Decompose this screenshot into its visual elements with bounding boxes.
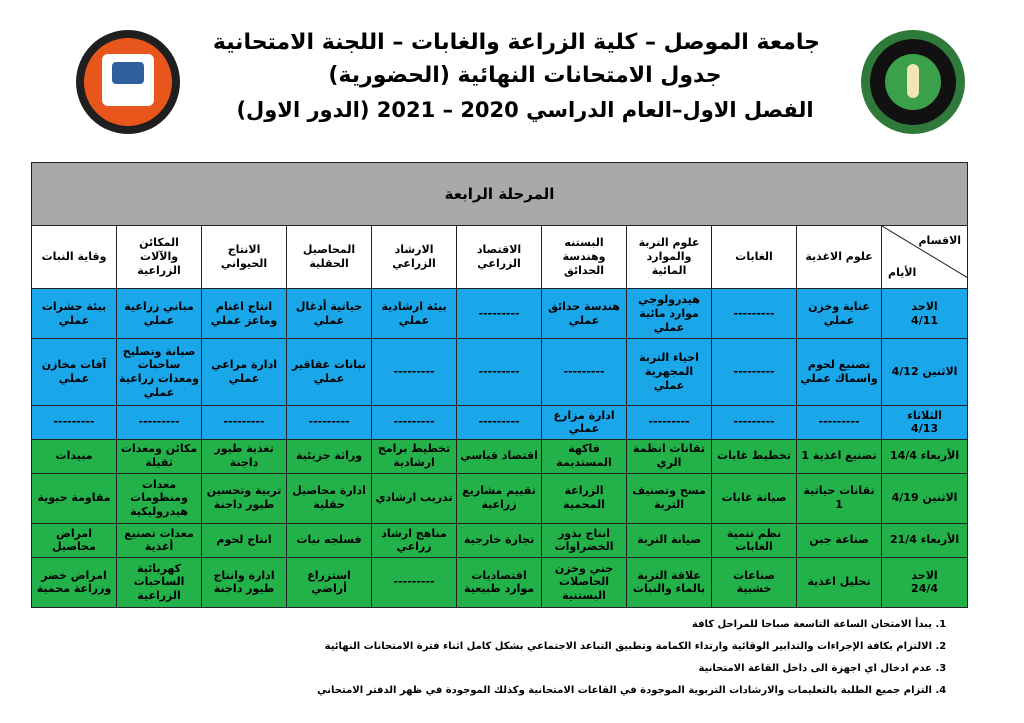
exam-cell: ---------	[627, 405, 712, 439]
department-header: الارشاد الزراعي	[372, 226, 457, 289]
exam-cell: نباتات عقاقير عملي	[287, 339, 372, 406]
exam-cell: ---------	[712, 339, 797, 406]
corner-days-label: الأيام	[888, 266, 917, 280]
corner-departments-label: الاقسام	[918, 234, 962, 248]
table-row	[32, 557, 968, 607]
note-item: 3. عدم ادخال اي اجهزة الى داخل القاعة الامتحانية	[290, 658, 932, 680]
table-row	[32, 289, 968, 339]
exam-cell: تجارة خارجية	[457, 523, 542, 557]
exam-cell: تغذية طيور داجنة	[202, 439, 287, 473]
university-of-mosul-logo-icon	[76, 30, 180, 134]
exam-cell: عناية وخزن عملي	[797, 289, 882, 339]
exam-cell: حياتية أدغال عملي	[287, 289, 372, 339]
exam-cell: مناهج ارشاد زراعي	[372, 523, 457, 557]
exam-cell: ---------	[287, 405, 372, 439]
exam-cell: تصنيع لحوم واسماك عملي	[797, 339, 882, 406]
exam-cell: صيانة التربة	[627, 523, 712, 557]
exam-cell: مسح وتصنيف التربة	[627, 473, 712, 523]
department-header: الغابات	[712, 226, 797, 289]
exam-cell: اقتصاد قياسي	[457, 439, 542, 473]
note-item: 4. التزام جميع الطلبة بالتعليمات والارشادات التربوية الموجودة في القاعات الامتحانية وكذلك الموجودة في ظهر الدفتر الامتحاني	[290, 680, 932, 702]
exam-cell: ---------	[542, 339, 627, 406]
department-header: علوم الاغذية	[797, 226, 882, 289]
exam-cell: ادارة محاصيل حقلية	[287, 473, 372, 523]
exam-cell: ادارة مراعي عملي	[202, 339, 287, 406]
exam-cell: الزراعة المحمية	[542, 473, 627, 523]
exam-schedule-table	[31, 162, 967, 608]
exam-cell: ---------	[32, 405, 117, 439]
exam-cell: فاكهة المستديمة	[542, 439, 627, 473]
day-cell: الاثنين 4/12	[882, 339, 968, 406]
exam-cell: ---------	[372, 339, 457, 406]
header-semester: الفصل الاول–العام الدراسي 2020 – 2021 (الدور الاول)	[236, 98, 814, 122]
note-item: 2. الالتزام بكافة الإجراءات والتدابير الوقائية وارتداء الكمامة وتطبيق التباعد الاجتماعي بشكل كامل اثناء فترة الامتحانات النهائية	[290, 636, 932, 658]
department-header: وقاية النبات	[32, 226, 117, 289]
exam-cell: تحليل اغذية	[797, 557, 882, 607]
exam-cell: تربية وتحسين طيور داجنة	[202, 473, 287, 523]
header-title: جامعة الموصل – كلية الزراعة والغابات – اللجنة الامتحانية	[212, 30, 820, 55]
exam-cell: فسلجه نبات	[287, 523, 372, 557]
department-header: البستنه وهندسة الحدائق	[542, 226, 627, 289]
exam-cell: مقاومة حيوية	[32, 473, 117, 523]
exam-cell: بيئة حشرات عملي	[32, 289, 117, 339]
exam-cell: امراض خضر وزراعة محمية	[32, 557, 117, 607]
page-header	[0, 0, 1024, 150]
exam-cell: تخطيط غابات	[712, 439, 797, 473]
exam-cell: صيانة وتصليح ساحبات ومعدات زراعية عملي	[117, 339, 202, 406]
exam-cell: انتاج بذور الخضراوات	[542, 523, 627, 557]
table-row	[32, 523, 968, 557]
day-cell: الاثنين 4/19	[882, 473, 968, 523]
exam-cell: معدات ومنظومات هيدروليكية	[117, 473, 202, 523]
exam-cell: تقييم مشاريع زراعية	[457, 473, 542, 523]
stage-title: المرحلة الرابعة	[32, 163, 968, 226]
table-row	[32, 473, 968, 523]
exam-cell: ادارة وانتاج طيور داجنة	[202, 557, 287, 607]
exam-cell: صناعات خشبية	[712, 557, 797, 607]
exam-cell: ---------	[117, 405, 202, 439]
department-header: المحاصيل الحقلية	[287, 226, 372, 289]
exam-cell: انتاج اغنام وماعز عملي	[202, 289, 287, 339]
exam-cell: استزراع أراضي	[287, 557, 372, 607]
exam-cell: تقانات حياتية 1	[797, 473, 882, 523]
exam-cell: هندسة حدائق عملي	[542, 289, 627, 339]
department-header: علوم التربة والموارد المائية	[627, 226, 712, 289]
exam-cell: معدات تصنيع أغذية	[117, 523, 202, 557]
exam-cell: ---------	[712, 405, 797, 439]
day-cell: الاحد 24/4	[882, 557, 968, 607]
college-of-agriculture-logo-icon	[861, 30, 965, 134]
corner-header	[882, 226, 968, 289]
exam-cell: ---------	[372, 557, 457, 607]
day-cell: الأربعاء 21/4	[882, 523, 968, 557]
exam-cell: تدريب ارشادي	[372, 473, 457, 523]
exam-cell: تخطيط برامج ارشادية	[372, 439, 457, 473]
table-row	[32, 439, 968, 473]
exam-cell: احياء التربة المجهرية عملي	[627, 339, 712, 406]
table-row	[32, 339, 968, 406]
exam-cell: اقتصاديات موارد طبيعية	[457, 557, 542, 607]
day-cell: الأربعاء 14/4	[882, 439, 968, 473]
exam-cell: جني وخزن الحاصلات البستنية	[542, 557, 627, 607]
exam-cell: ---------	[712, 289, 797, 339]
table-row	[32, 405, 968, 439]
day-cell: الاحد 4/11	[882, 289, 968, 339]
notes-section	[290, 614, 950, 702]
exam-cell: تقانات انظمة الري	[627, 439, 712, 473]
exam-cell: صيانة غابات	[712, 473, 797, 523]
exam-cell: ---------	[457, 405, 542, 439]
exam-cell: امراض محاصيل	[32, 523, 117, 557]
exam-cell: انتاج لحوم	[202, 523, 287, 557]
day-cell: الثلاثاء 4/13	[882, 405, 968, 439]
exam-cell: مكائن ومعدات ثقيلة	[117, 439, 202, 473]
exam-cell: مبيدات	[32, 439, 117, 473]
exam-cell: مباني زراعية عملي	[117, 289, 202, 339]
department-header: الانتاج الحيواني	[202, 226, 287, 289]
exam-cell: علاقة التربة بالماء والنبات	[627, 557, 712, 607]
exam-cell: آفات مخازن عملي	[32, 339, 117, 406]
exam-cell: بيئة ارشادية عملي	[372, 289, 457, 339]
exam-cell: ادارة مزارع عملي	[542, 405, 627, 439]
exam-cell: ---------	[202, 405, 287, 439]
exam-cell: وراثة جزيئية	[287, 439, 372, 473]
exam-cell: ---------	[372, 405, 457, 439]
note-item: 1. يبدأ الامتحان الساعة التاسعة صباحا للمراحل كافة	[290, 614, 932, 636]
header-subtitle: جدول الامتحانات النهائية (الحضورية)	[328, 63, 722, 88]
exam-cell: نظم تنمية الغابات	[712, 523, 797, 557]
exam-cell: ---------	[797, 405, 882, 439]
exam-cell: تصنيع اغذية 1	[797, 439, 882, 473]
exam-cell: ---------	[457, 289, 542, 339]
exam-cell: صناعة جبن	[797, 523, 882, 557]
department-header: المكائن والآلات الزراعية	[117, 226, 202, 289]
department-header: الاقتصاد الزراعي	[457, 226, 542, 289]
exam-cell: كهربائية الساحبات الزراعية	[117, 557, 202, 607]
exam-cell: ---------	[457, 339, 542, 406]
exam-cell: هيدرولوجي موارد مائية عملي	[627, 289, 712, 339]
